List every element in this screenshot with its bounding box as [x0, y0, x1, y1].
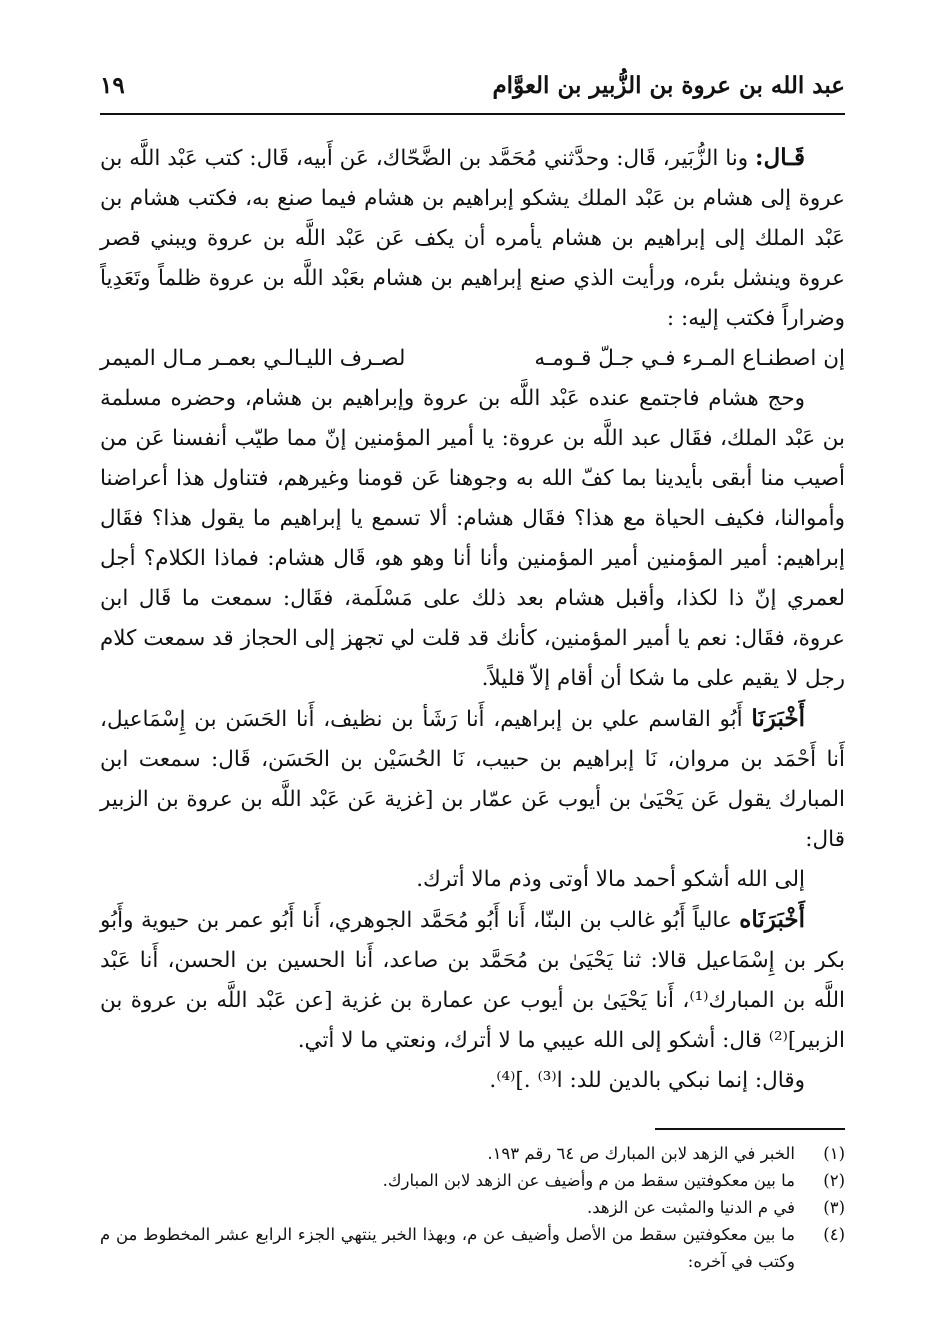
paragraph-4: إلى الله أشكو أحمد مالا أوتى وذم مالا أترك.: [416, 867, 805, 892]
verse-line: [100, 339, 845, 379]
running-head: [100, 70, 845, 110]
footnote-text: في م الدنيا والمثبت عن الزهد.: [587, 1198, 795, 1217]
footnote-text: الخبر في الزهد لابن المبارك ص ٦٤ رقم ١٩٣.: [487, 1144, 795, 1163]
paragraph-text: أَبُو القاسم علي بن إبراهيم، أَنا رَشَأ بن نظيف، أَنا الحَسَن بن إِسْمَاعيل، أَنا أَحْمَد بن مروان، نَا إبراهيم بن حبيب، نَا الحُسَيْن بن الحَسَن، قَال: سمعت ابن المبارك يقول عَن يَحْيَىٰ بن أيوب عَن عمّار بن [غزية عَن عَبْد اللَّه بن عروة بن الزبير قال:: [100, 707, 845, 852]
lead-word: قَـال:: [755, 144, 805, 171]
paragraph-1: [100, 138, 845, 339]
paragraph-3: [100, 699, 845, 860]
page-number: ١٩: [100, 72, 125, 99]
footnote: [100, 1221, 845, 1275]
paragraph-text: عالياً أَبُو غالب بن البنّا، أَنا أَبُو مُحَمَّد الجوهري، أَنا أَبُو عمر بن حيوية وأَبُو بكر بن إِسْمَاعيل قالا: ثنا يَحْيَىٰ بن مُحَمَّد بن صاعد، أَنا الحسين بن الحسن، أَنا عَبْد اللَّه بن المبارك⁽¹⁾، أَنا يَحْيَىٰ بن أيوب عن عمارة بن غزية [عن عَبْد اللَّه بن عروة بن الزبير]⁽²⁾ قال: أشكو إلى الله عيبي ما لا أترك، ونعتي ما لا أتي.: [100, 908, 845, 1053]
paragraph-6: وقال: إنما نبكي بالدين للد: ا⁽³⁾ .]⁽⁴⁾.: [489, 1068, 805, 1093]
footnotes: [100, 1140, 845, 1275]
paragraph-2: وحج هشام فاجتمع عنده عَبْد اللَّه بن عروة وإبراهيم بن هشام، وحضره مسلمة بن عَبْد الملك، فقَال عبد اللَّه بن عروة: يا أمير المؤمنين إنّ مما طيّب أنفسنا عَن من أصيب منا أبقى بأيدينا بما كفّ الله به وجوهنا عَن قومنا وغيرهم، فتناول هذا أعراضنا وأموالنا، فكيف الحياة مع هذا؟ فقَال هشام: ألا تسمع يا إبراهيم ما يقول هذا؟ فقَال إبراهيم: أمير المؤمنين أمير المؤمنين وأنا أنا وهو هو، قَال هشام: فماذا الكلام؟ أجل لعمري إنّ ذا لكذا، وأقبل هشام بعد ذلك على مَسْلَمة، فقَال: سمعت ما قَال ابن عروة، فقَال: نعم يا أمير المؤمنين، كأنك قد قلت لي تجهز إلى الحجاز قد سمعت كلام رجل لا يقيم على ما شكا أن أقام إلاّ قليلاً.: [100, 386, 846, 691]
footnote-text: ما بين معكوفتين سقط من الأصل وأضيف عن م، وبهذا الخبر ينتهي الجزء الرابع عشر المخطوط من م وكتب في آخره:: [100, 1225, 795, 1271]
lead-word: أَخْبَرَنَا: [751, 705, 805, 732]
footnote-number: (٤): [823, 1225, 845, 1244]
footnote: [100, 1194, 845, 1221]
footnote-number: (١): [823, 1144, 845, 1163]
footnote: [100, 1140, 845, 1167]
footnote: [100, 1167, 845, 1194]
footnote-text: ما بين معكوفتين سقط من م وأضيف عن الزهد لابن المبارك.: [382, 1171, 795, 1190]
header-rule: [100, 113, 845, 115]
paragraph-text: ونا الزُّبَير، قَال: وحدَّثني مُحَمَّد بن الضَّحّاك، عَن أَبيه، قَال: كتب عَبْد اللَّه بن عروة إلى هشام بن عَبْد الملك يشكو إبراهيم بن هشام فيما صنع به، فكتب هشام بن عَبْد الملك إلى إبراهيم بن هشام يأمره أن يكف عَن عَبْد اللَّه بن عروة ويبني قصر عروة وينشل بئره، ورأيت الذي صنع إبراهيم بن هشام بعَبْد اللَّه بن عروة ظلماً وتَعَدِياً وضراراً فكتب إليه: :: [100, 146, 845, 331]
running-title: عبد الله بن عروة بن الزُّبير بن العوَّام: [492, 72, 845, 99]
verse-hemistich-second: لصـرف الليـالـي بعمـر مـال الميمر: [100, 346, 406, 371]
verse-hemistich-first: إن اصطنـاع المـرء فـي جـلّ قـومـه: [534, 346, 845, 371]
footnote-number: (٣): [823, 1198, 845, 1217]
main-text: [100, 138, 845, 1101]
lead-word: أَخْبَرَنَاه: [739, 906, 805, 933]
footnote-number: (٢): [823, 1171, 845, 1190]
footnote-rule: [655, 1128, 845, 1130]
paragraph-5: [100, 900, 845, 1061]
